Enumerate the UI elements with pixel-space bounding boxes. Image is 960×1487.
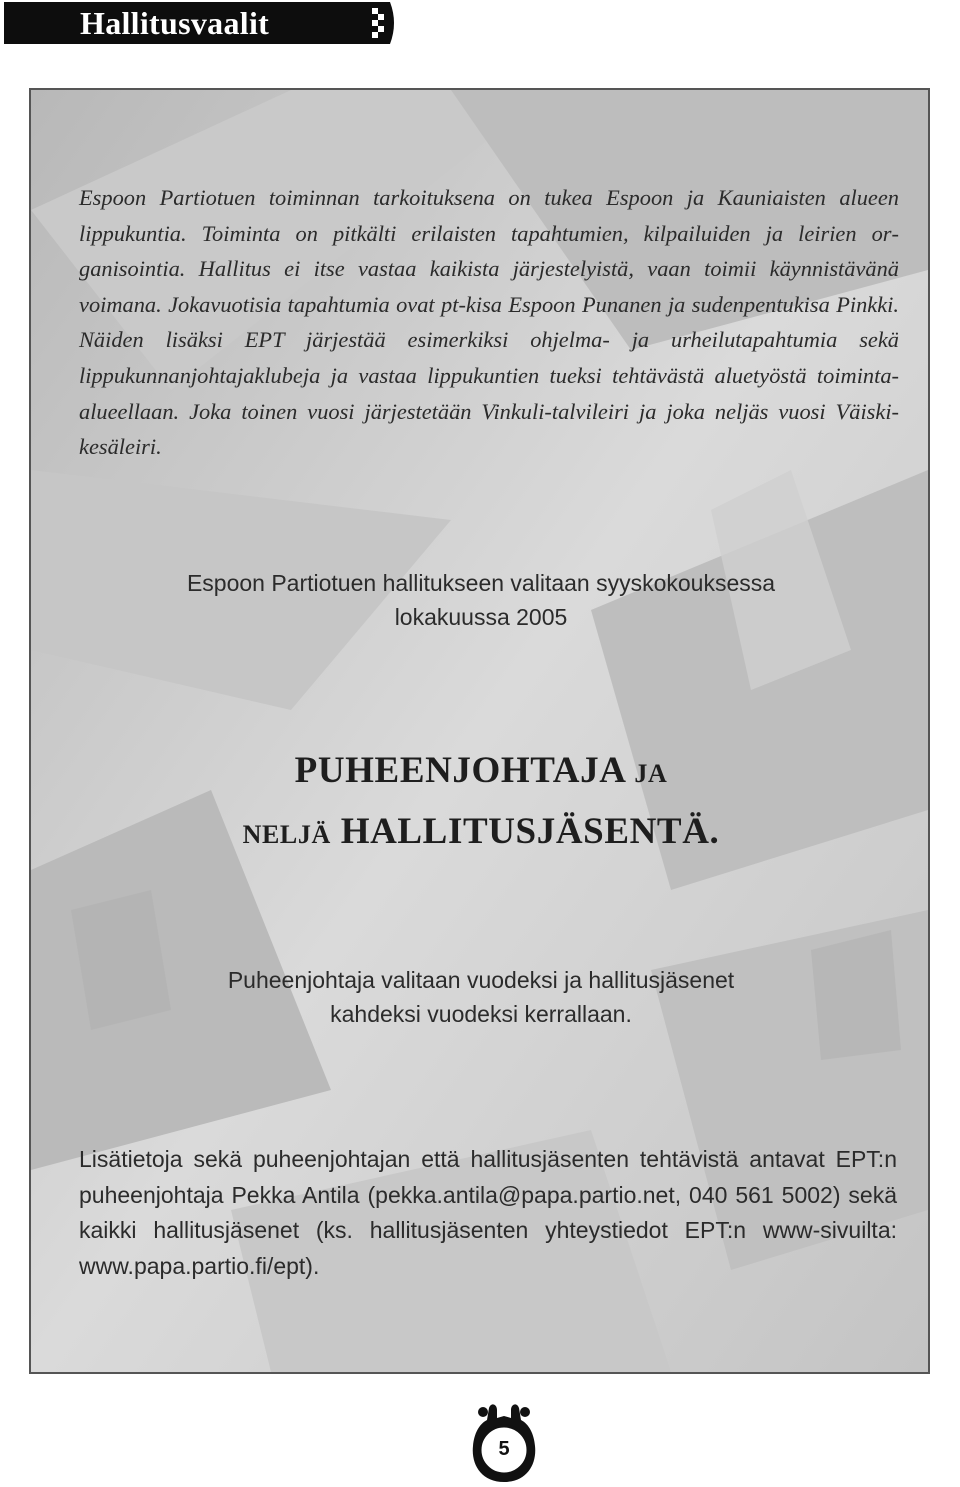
positions-heading — [71, 742, 891, 864]
election-announcement — [71, 566, 891, 634]
terms-line-2: kahdeksi vuodeksi kerrallaan. — [330, 1001, 632, 1027]
positions-word-and: JA — [634, 759, 668, 788]
checkered-flag-icon — [364, 2, 398, 44]
page-title: Hallitusvaalit — [80, 5, 270, 41]
terms-line-1: Puheenjohtaja valitaan vuodeksi ja hallitusjäsenet — [227, 967, 735, 993]
positions-word-chair: PUHEENJOHTAJA — [294, 750, 625, 791]
positions-line-1 — [71, 742, 891, 803]
page-number: 5 — [498, 1438, 510, 1460]
election-line-1: Espoon Partiotuen hallitukseen valitaan syyskokouksessa — [186, 570, 776, 596]
content-panel — [29, 88, 930, 1374]
contact-info-paragraph: Lisätietoja sekä puheenjohtajan että hallitusjäsenten tehtävistä antavat EPT:n puheenjohtaja Pekka Antila (pekka.antila@papa.partio.net, 040 561 5002) sekä kaikki hallitusjäsenet (ks. hallitusjäsenten yhteystiedot EPT:n www-sivuilta: www.papa.partio.fi/ept). — [79, 1146, 897, 1279]
positions-word-four: NELJÄ — [242, 820, 331, 849]
terms-text — [71, 963, 891, 1031]
positions-line-2 — [71, 803, 891, 864]
positions-word-members: HALLITUSJÄSENTÄ. — [340, 811, 720, 852]
election-line-2: lokakuussa 2005 — [394, 604, 568, 630]
intro-paragraph: Espoon Partiotuen toiminnan tarkoituksena on tukea Espoon ja Kauniaisten alueen lippukuntia. Toiminta on pitkälti erilaisten tapahtumien, kilpailuiden ja leirien organisointia. Hallitus ei itse vastaa kaikista järjestelyistä, vaan toimii käynnistävänä voimana. Jokavuotisia tapahtumia ovat pt-kisa Espoon Punanen ja sudenpentukisa Pinkki. Näiden lisäksi EPT järjestää esimerkiksi ohjelma- ja urheilutapahtumia sekä lippukunnanjohtajaklubeja ja vastaa lippukuntien tueksi tehtävästä aluetyöstä toiminta-alueellaan. Joka toinen vuosi järjestetään Vinkuli-talvileiri ja joka neljäs vuosi Väiski-kesäleiri. — [79, 185, 899, 460]
